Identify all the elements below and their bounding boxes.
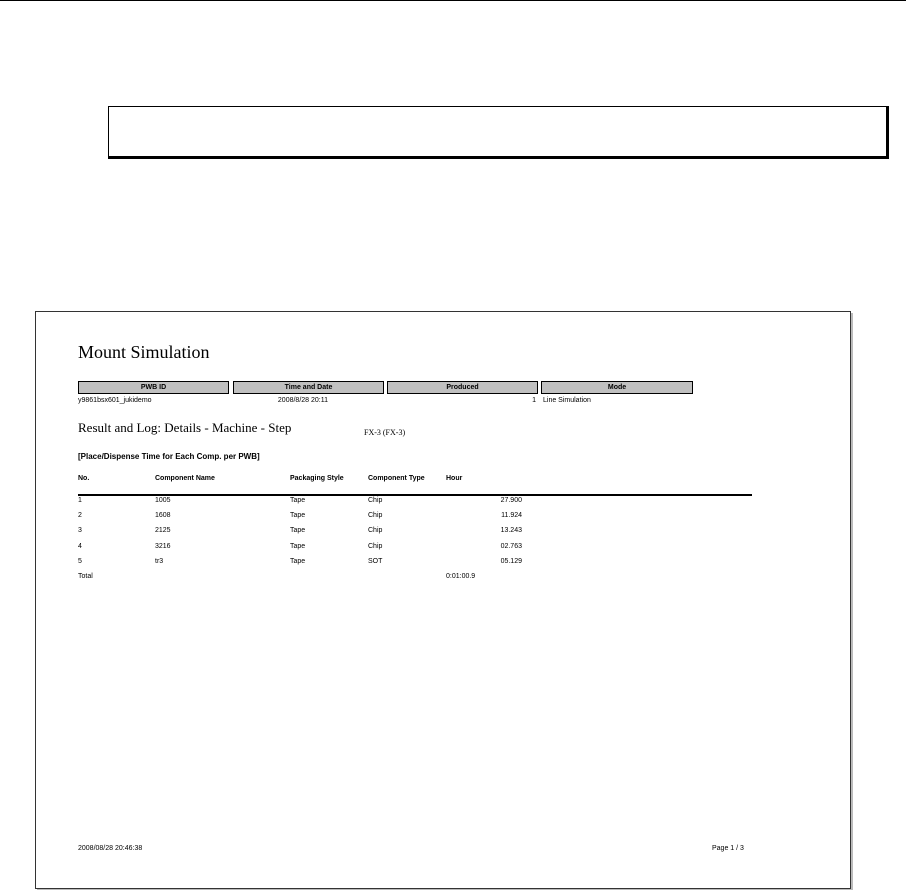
footer-date: 2008/08/28 20:46:38	[78, 845, 143, 852]
row-name: 3216	[155, 542, 171, 550]
row-type: SOT	[368, 557, 383, 565]
row-no: 3	[78, 527, 82, 535]
row-type: Chip	[368, 497, 383, 504]
subheading: [Place/Dispense Time for Each Comp. per PWB]	[78, 452, 260, 461]
col-component-type: Component Type	[368, 475, 425, 482]
mode-value: Line Simulation	[543, 397, 591, 404]
row-name: tr3	[155, 557, 164, 565]
row-name: 2125	[155, 527, 171, 535]
total-value: 0:01:00.9	[446, 573, 476, 580]
row-no: 2	[78, 512, 82, 520]
pwb-id-value: y9861bsx601_jukidemo	[78, 397, 152, 404]
row-pack: Tape	[290, 512, 306, 520]
row-pack: Tape	[290, 527, 306, 535]
top-divider	[0, 0, 906, 1]
row-pack: Tape	[290, 557, 306, 565]
header-time-date: Time and Date	[233, 381, 384, 394]
empty-frame	[108, 106, 889, 159]
produced-value: 1	[532, 397, 536, 404]
row-type: Chip	[368, 512, 383, 520]
header-rule	[78, 494, 752, 496]
time-date-value: 2008/8/28 20:11	[277, 397, 328, 404]
header-pwb-id: PWB ID	[78, 381, 229, 394]
row-no: 4	[78, 542, 82, 550]
col-hour: Hour	[446, 475, 463, 482]
row-hour: 05.129	[500, 557, 522, 565]
row-pack: Tape	[290, 542, 306, 550]
section-title: Result and Log: Details - Machine - Step	[78, 420, 292, 435]
row-type: Chip	[368, 542, 383, 550]
row-name: 1608	[155, 512, 171, 520]
row-name: 1005	[155, 497, 171, 504]
col-component-name: Component Name	[155, 475, 215, 482]
row-hour: 13.243	[500, 527, 522, 535]
row-type: Chip	[368, 527, 383, 535]
total-label: Total	[78, 573, 93, 580]
header-mode: Mode	[541, 381, 693, 394]
report-title: Mount Simulation	[78, 342, 210, 362]
row-hour: 27.900	[500, 497, 522, 504]
row-no: 1	[78, 497, 82, 504]
machine-name: FX-3 (FX-3)	[364, 428, 406, 437]
col-no: No.	[78, 475, 90, 482]
footer-page: Page 1 / 3	[712, 845, 744, 852]
row-no: 5	[78, 557, 82, 565]
header-produced: Produced	[387, 381, 538, 394]
row-hour: 11.924	[501, 512, 522, 520]
row-pack: Tape	[290, 497, 306, 504]
row-hour: 02.763	[500, 542, 522, 550]
col-packaging-style: Packaging Style	[290, 475, 344, 482]
